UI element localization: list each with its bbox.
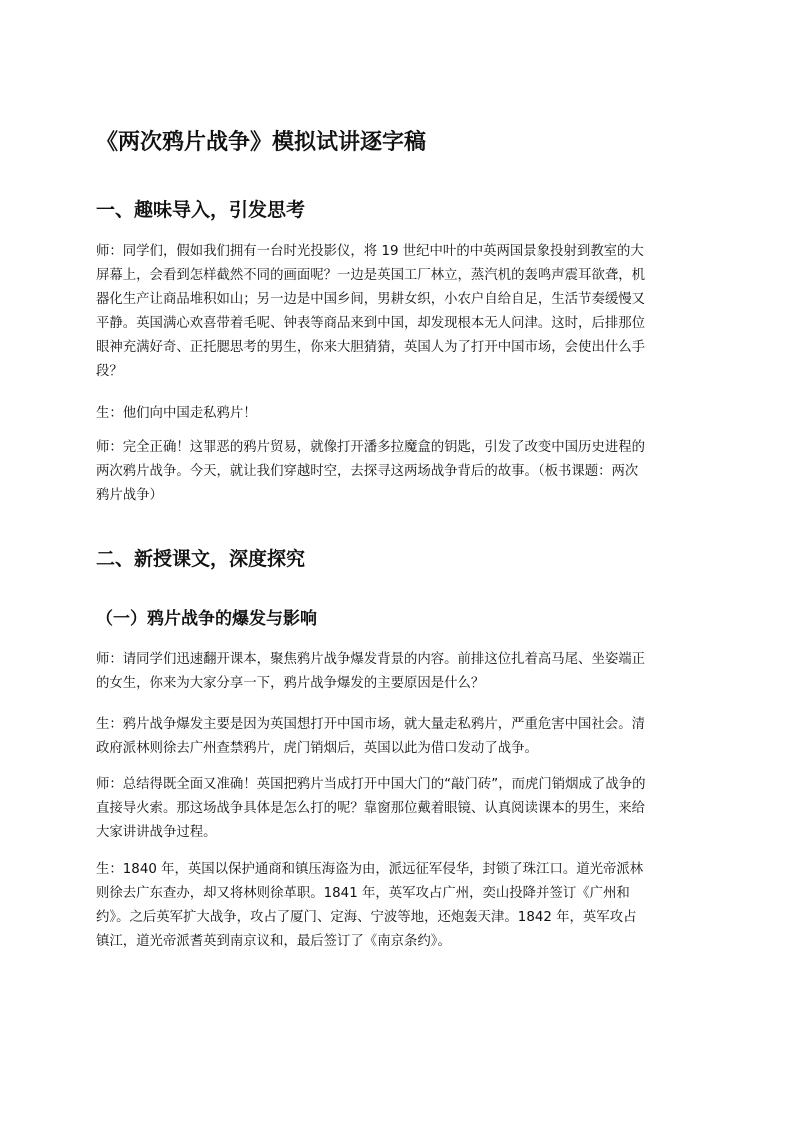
text-line: 政府派林则徐去广州查禁鸦片，虎门销烟后，英国以此为借口发动了战争。 [96, 741, 538, 756]
text-line: 则徐去广东查办，却又将林则徐革职。1841 年，英军攻占广州，奕山投降并签订《广州和 [96, 886, 630, 901]
paragraph-intro-teacher-response [96, 436, 700, 508]
text-line: 的女生，你来为大家分享一下，鸦片战争爆发的主要原因是什么？ [96, 676, 485, 691]
text-line: 大家讲讲战争过程。 [96, 825, 217, 840]
text-line: 师：总结得既全面又准确！英国把鸦片当成打开中国大门的“敲门砖”，而虎门销烟成了战争的 [96, 777, 646, 792]
text-line: 两次鸦片战争。今天，就让我们穿越时空，去探寻这两场战争背后的故事。（板书课题：两次 [96, 464, 639, 479]
text-line: 屏幕上，会看到怎样截然不同的画面呢？一边是英国工厂林立，蒸汽机的轰鸣声震耳欲聋，机 [96, 268, 646, 283]
text-line: 直接导火索。那这场战争具体是怎么打的呢？靠窗那位戴着眼镜、认真阅读课本的男生，来给 [96, 801, 646, 816]
paragraph-lesson-student-process [96, 858, 700, 954]
paragraph-lesson-teacher-followup [96, 773, 700, 845]
text-line: 生：1840 年，英国以保护通商和镇压海盗为由，派远征军侵华，封锁了珠江口。道光帝派林 [96, 862, 644, 877]
section-heading-new-lesson: 二、新授课文，深度探究 [96, 548, 306, 570]
paragraph-intro-student [96, 402, 700, 426]
paragraph-lesson-teacher-question [96, 648, 700, 696]
text-line: 约》。之后英军扩大战争，攻占了厦门、定海、宁波等地，还炮轰天津。1842 年，英军攻占 [96, 910, 637, 925]
document-title: 《两次鸦片战争》模拟试讲逐字稿 [96, 130, 427, 155]
paragraph-intro-teacher [96, 240, 700, 384]
text-line: 鸦片战争） [96, 488, 163, 503]
text-line: 器化生产让商品堆积如山；另一边是中国乡间，男耕女织，小农户自给自足，生活节奏缓慢又 [96, 292, 646, 307]
text-line: 眼神充满好奇、正托腮思考的男生，你来大胆猜猜，英国人为了打开中国市场，会使出什么手 [96, 340, 646, 355]
paragraph-lesson-student-answer [96, 713, 700, 761]
text-line: 段？ [96, 364, 123, 379]
text-line: 生：他们向中国走私鸦片！ [96, 406, 257, 421]
text-line: 镇江，道光帝派耆英到南京议和，最后签订了《南京条约》。 [96, 934, 451, 949]
text-line: 师：完全正确！这罪恶的鸦片贸易，就像打开潘多拉魔盒的钥匙，引发了改变中国历史进程的 [96, 440, 646, 455]
text-line: 生：鸦片战争爆发主要是因为英国想打开中国市场，就大量走私鸦片，严重危害中国社会。清 [96, 717, 646, 732]
text-line: 平静。英国满心欢喜带着毛呢、钟表等商品来到中国，却发现根本无人问津。这时，后排那位 [96, 316, 646, 331]
section-heading-intro: 一、趣味导入，引发思考 [96, 199, 306, 221]
text-line: 师：请同学们迅速翻开课本，聚焦鸦片战争爆发背景的内容。前排这位扎着高马尾、坐姿端正 [96, 652, 646, 667]
text-line: 师：同学们，假如我们拥有一台时光投影仪，将 19 世纪中叶的中英两国景象投射到教室的大 [96, 244, 644, 259]
subsection-heading-opium-war: （一）鸦片战争的爆发与影响 [96, 609, 317, 629]
